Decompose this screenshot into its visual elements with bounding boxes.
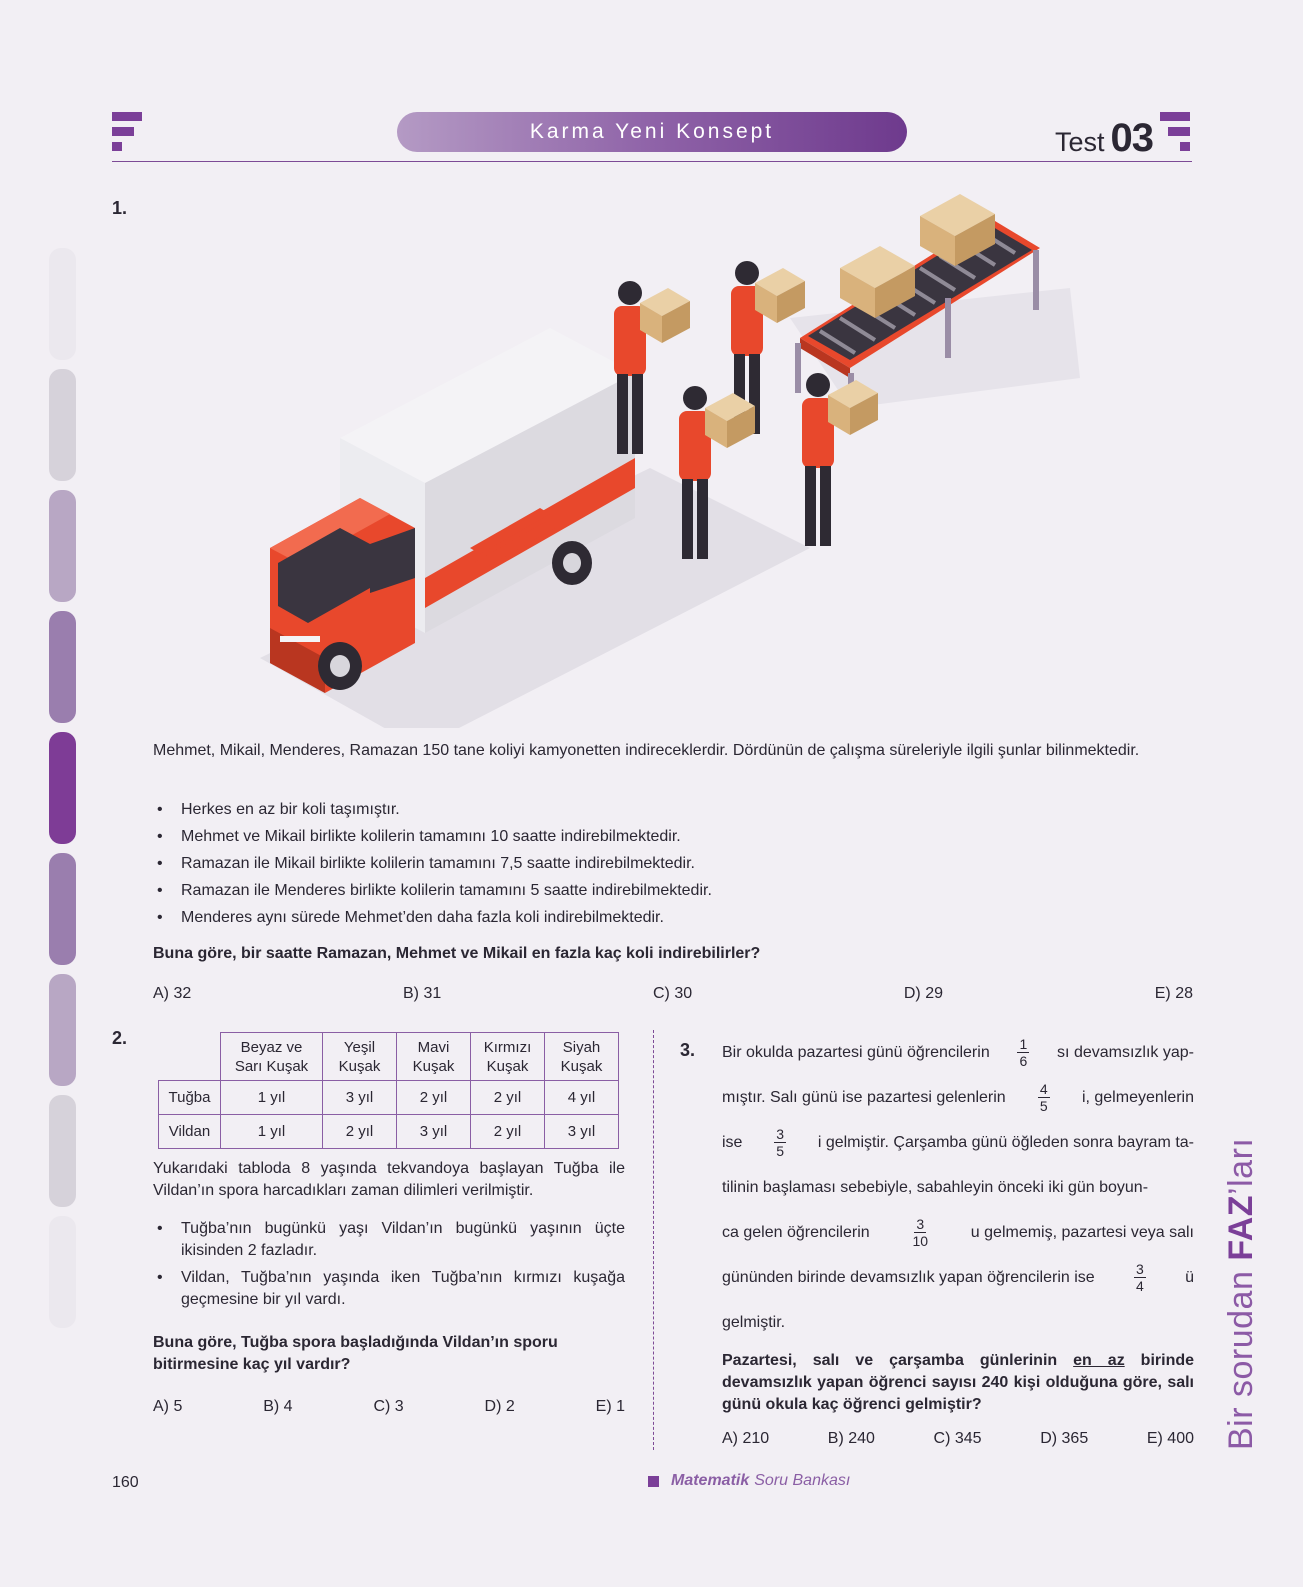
q3-text: ise — [722, 1133, 743, 1151]
q3-text: mıştır. Salı günü ise pazartesi gelenlerin — [722, 1088, 1006, 1106]
question-1-number: 1. — [112, 198, 128, 218]
header-line: Sarı Kuşak — [234, 1057, 309, 1075]
option-b[interactable]: B) 240 — [827, 1430, 875, 1447]
side-tab-8 — [49, 1095, 76, 1207]
side-tab-6 — [49, 853, 76, 965]
option-c[interactable]: C) 3 — [373, 1398, 404, 1415]
side-tab-9 — [49, 1216, 76, 1328]
test-number: 03 — [1110, 116, 1154, 160]
side-brand-prefix: Bir sorudan — [1222, 1260, 1260, 1450]
q3-text: sı devamsızlık yap- — [1057, 1043, 1194, 1061]
question-2-paragraph: Yukarıdaki tabloda 8 yaşında tekvandoya başlayan Tuğba ile Vildan’ın spora harcadıkları zaman dilimleri verilmiştir. — [153, 1160, 625, 1199]
side-tab-5-active — [49, 732, 76, 844]
truck-workers-illustration — [250, 188, 1090, 728]
side-brand-highlight: FAZ — [1222, 1194, 1260, 1261]
option-e[interactable]: E) 28 — [1154, 985, 1193, 1002]
question-2-options — [153, 1398, 625, 1416]
fraction-numerator: 3 — [1135, 1261, 1144, 1277]
table-cell: 1 yıl — [221, 1081, 323, 1115]
row-label: Tuğba — [159, 1081, 221, 1115]
column-divider — [653, 1030, 654, 1450]
side-brand-text — [1222, 1138, 1261, 1450]
header-line: Yeşil — [343, 1038, 376, 1056]
q3-text: gelmiştir. — [722, 1313, 786, 1331]
header-line: Kuşak — [560, 1057, 603, 1075]
header-line: Kuşak — [412, 1057, 455, 1075]
header-rule — [112, 161, 1192, 162]
table-cell: 2 yıl — [471, 1115, 545, 1149]
question-1-prompt: Buna göre, bir saatte Ramazan, Mehmet ve Mikail en fazla kaç koli indirebilirler? — [153, 945, 761, 962]
question-3-number: 3. — [680, 1040, 696, 1060]
q3-text: Bir okulda pazartesi günü öğrencilerin — [722, 1043, 990, 1061]
question-3-paragraph — [722, 1030, 1194, 1345]
fraction-numerator: 3 — [776, 1126, 785, 1142]
fraction — [912, 1216, 928, 1249]
footer-brand — [648, 1472, 850, 1490]
q3-line — [722, 1120, 1194, 1165]
table-cell: 2 yıl — [471, 1081, 545, 1115]
table-header — [323, 1033, 397, 1081]
bullet-item: • Mehmet ve Mikail birlikte kolilerin tamamını 10 saatte indirebilmektedir. — [153, 826, 1193, 848]
table-cell: 2 yıl — [397, 1081, 471, 1115]
table-cell: 4 yıl — [545, 1081, 619, 1115]
page-number: 160 — [112, 1474, 139, 1491]
q3-text: i, gelmeyenlerin — [1081, 1088, 1194, 1106]
q3-prompt-part: birinde devamsızlık yapan öğrenci sayısı 240 kişi olduğuna göre, salı günü okula kaç öğrenci gelmiştir? — [722, 1352, 1195, 1413]
row-label: Vildan — [159, 1115, 221, 1149]
test-label — [1055, 116, 1153, 161]
fraction — [774, 1126, 786, 1159]
q3-text: i gelmiştir. Çarşamba günü öğleden sonra bayram ta- — [817, 1133, 1194, 1151]
header-line: Beyaz ve — [240, 1038, 303, 1056]
q3-text: ca gelen öğrencilerin — [722, 1223, 870, 1241]
option-a[interactable]: A) 210 — [722, 1430, 770, 1447]
table-cell: 2 yıl — [323, 1115, 397, 1149]
table-header — [545, 1033, 619, 1081]
fraction-denominator: 6 — [1019, 1053, 1028, 1069]
q3-text: u gelmemiş, pazartesi veya salı — [970, 1223, 1194, 1241]
table-corner — [159, 1033, 221, 1081]
q3-line — [722, 1255, 1194, 1300]
side-tab-4 — [49, 611, 76, 723]
header-line: Mavi — [417, 1038, 450, 1056]
test-word: Test — [1055, 127, 1105, 157]
fraction-denominator: 4 — [1135, 1278, 1144, 1294]
header-line: Siyah — [562, 1038, 601, 1056]
q3-prompt-part: Pazartesi, salı ve çarşamba günlerinin — [722, 1352, 1074, 1369]
question-1-options — [153, 985, 1193, 1003]
table-cell: 1 yıl — [221, 1115, 323, 1149]
table-row — [159, 1115, 619, 1149]
footer-brand-bold: Matematik — [671, 1472, 750, 1489]
side-tab-3 — [49, 490, 76, 602]
fraction-denominator: 5 — [1039, 1098, 1048, 1114]
q3-text: tilinin başlaması sebebiyle, sabahleyin önceki iki gün boyun- — [722, 1178, 1149, 1196]
option-d[interactable]: D) 365 — [1040, 1430, 1089, 1447]
table-header — [397, 1033, 471, 1081]
q3-text: gününden birinde devamsızlık yapan öğrencilerin ise — [722, 1268, 1095, 1286]
fraction — [1134, 1261, 1146, 1294]
table-cell: 3 yıl — [397, 1115, 471, 1149]
header-title: Karma Yeni Konsept — [397, 112, 907, 152]
side-tab-1 — [49, 248, 76, 360]
bullet-item: • Tuğba’nın bugünkü yaşı Vildan’ın bugünkü yaşının üçte ikisinden 2 fazladır. — [153, 1218, 625, 1262]
option-a[interactable]: A) 5 — [153, 1398, 183, 1415]
bullet-item: • Herkes en az bir koli taşımıştır. — [153, 799, 1193, 821]
option-d[interactable]: D) 29 — [903, 985, 943, 1002]
belt-table — [158, 1032, 619, 1149]
fraction-numerator: 4 — [1039, 1081, 1048, 1097]
side-brand-suffix: ’ları — [1222, 1137, 1260, 1195]
question-2-bullets — [153, 1218, 625, 1316]
option-b[interactable]: B) 31 — [403, 985, 442, 1002]
option-e[interactable]: E) 400 — [1146, 1430, 1194, 1447]
question-2-number: 2. — [112, 1028, 128, 1048]
fraction-numerator: 1 — [1019, 1036, 1028, 1052]
footer-square-icon — [648, 1476, 659, 1487]
question-3-prompt — [722, 1350, 1194, 1416]
table-header — [471, 1033, 545, 1081]
table-cell: 3 yıl — [323, 1081, 397, 1115]
q3-text: ü — [1185, 1268, 1194, 1286]
option-b[interactable]: B) 4 — [263, 1398, 293, 1415]
fraction — [1017, 1036, 1029, 1069]
question-3-options — [722, 1430, 1194, 1448]
bullet-item: • Menderes aynı sürede Mehmet’den daha fazla koli indirebilmektedir. — [153, 907, 1193, 929]
q3-line — [722, 1030, 1194, 1075]
option-c[interactable]: C) 30 — [653, 985, 693, 1002]
bullet-item: • Ramazan ile Mikail birlikte kolilerin tamamını 7,5 saatte indirebilmektedir. — [153, 853, 1193, 875]
fraction-denominator: 10 — [912, 1233, 929, 1249]
question-2-prompt: Buna göre, Tuğba spora başladığında Vildan’ın sporu bitirmesine kaç yıl vardır? — [153, 1334, 558, 1373]
table-header — [221, 1033, 323, 1081]
q3-line — [722, 1075, 1194, 1120]
fraction-denominator: 5 — [776, 1143, 785, 1159]
q3-line — [722, 1165, 1194, 1210]
brand-logo-icon-right — [1160, 112, 1190, 152]
q3-line — [722, 1300, 1194, 1345]
fraction-numerator: 3 — [916, 1216, 925, 1232]
option-d[interactable]: D) 2 — [484, 1398, 515, 1415]
question-1-paragraph: Mehmet, Mikail, Menderes, Ramazan 150 tane koliyi kamyonetten indireceklerdir. Dördünün de çalışma süreleriyle ilgili şunlar bilinmektedir. — [153, 742, 1140, 759]
header-line: Kuşak — [338, 1057, 381, 1075]
header-line: Kuşak — [486, 1057, 529, 1075]
question-1-bullets — [153, 799, 1193, 934]
option-a[interactable]: A) 32 — [153, 985, 192, 1002]
table-header-row — [159, 1033, 619, 1081]
q3-prompt-underlined: en az — [1073, 1352, 1125, 1369]
fraction — [1038, 1081, 1050, 1114]
footer-brand-rest: Soru Bankası — [754, 1472, 851, 1489]
option-e[interactable]: E) 1 — [595, 1398, 625, 1415]
option-c[interactable]: C) 345 — [933, 1430, 982, 1447]
table-row — [159, 1081, 619, 1115]
q3-line — [722, 1210, 1194, 1255]
side-tab-7 — [49, 974, 76, 1086]
bullet-item: • Vildan, Tuğba’nın yaşında iken Tuğba’nın kırmızı kuşağa geçmesine bir yıl vardı. — [153, 1267, 625, 1311]
brand-logo-icon — [112, 112, 142, 152]
header-line: Kırmızı — [483, 1038, 532, 1056]
side-tab-2 — [49, 369, 76, 481]
bullet-item: • Ramazan ile Menderes birlikte kolilerin tamamını 5 saatte indirebilmektedir. — [153, 880, 1193, 902]
table-cell: 3 yıl — [545, 1115, 619, 1149]
